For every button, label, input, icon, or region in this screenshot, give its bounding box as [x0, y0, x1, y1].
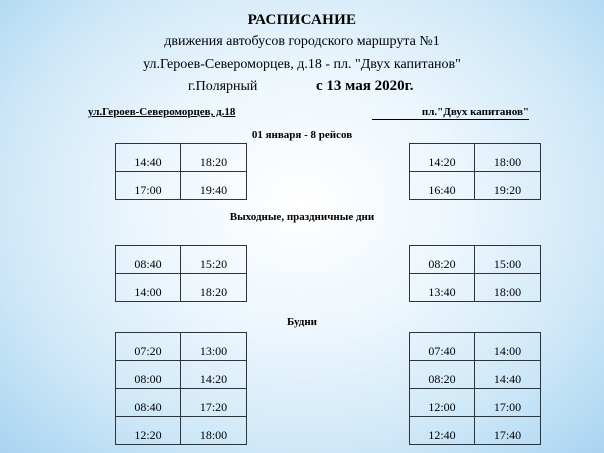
- table-row: [410, 172, 541, 200]
- departure-stop-left: ул.Героев-Североморцев, д.18: [88, 106, 236, 118]
- time-cell: 07:40: [410, 333, 475, 361]
- time-cell: 12:40: [410, 417, 475, 445]
- time-cell: 14:00: [116, 274, 181, 302]
- table-row: [116, 246, 247, 274]
- time-cell: 14:40: [116, 144, 181, 172]
- table-row: [116, 333, 247, 361]
- time-cell: 14:20: [410, 144, 475, 172]
- route-stops: ул.Героев-Североморцев, д.18 - пл. "Двух капитанов": [143, 57, 461, 72]
- jan-left-table: [115, 143, 247, 200]
- time-cell: 15:00: [475, 246, 541, 274]
- table-row: [410, 333, 541, 361]
- time-cell: 17:00: [475, 389, 541, 417]
- time-cell: 18:00: [181, 417, 247, 445]
- table-row: [116, 417, 247, 445]
- time-cell: 14:40: [475, 361, 541, 389]
- table-row: [116, 389, 247, 417]
- time-cell: 14:20: [181, 361, 247, 389]
- time-cell: 08:40: [116, 389, 181, 417]
- table-row: [410, 274, 541, 302]
- table-row: [116, 172, 247, 200]
- time-cell: 17:00: [116, 172, 181, 200]
- table-row: [410, 417, 541, 445]
- time-cell: 15:20: [181, 246, 247, 274]
- time-cell: 13:40: [410, 274, 475, 302]
- table-row: [410, 361, 541, 389]
- table-row: [116, 274, 247, 302]
- time-cell: 13:00: [181, 333, 247, 361]
- time-cell: 07:20: [116, 333, 181, 361]
- time-cell: 18:20: [181, 274, 247, 302]
- schedule-title: РАСПИСАНИЕ: [247, 12, 357, 28]
- time-cell: 19:40: [181, 172, 247, 200]
- weekday-left-table: [115, 332, 247, 445]
- time-cell: 08:20: [410, 246, 475, 274]
- departure-stop-right: пл."Двух капитанов": [372, 106, 529, 120]
- table-row: [410, 144, 541, 172]
- table-row: [116, 144, 247, 172]
- time-cell: 08:00: [116, 361, 181, 389]
- time-cell: 17:20: [181, 389, 247, 417]
- section-weekend: Выходные, праздничные дни: [229, 211, 375, 223]
- section-january-1: 01 января - 8 рейсов: [251, 129, 353, 141]
- time-cell: 08:40: [116, 246, 181, 274]
- time-cell: 12:20: [116, 417, 181, 445]
- weekday-right-table: [409, 332, 541, 445]
- table-row: [410, 389, 541, 417]
- jan-right-table: [409, 143, 541, 200]
- time-cell: 18:00: [475, 274, 541, 302]
- time-cell: 12:00: [410, 389, 475, 417]
- time-cell: 08:20: [410, 361, 475, 389]
- city-name: г.Полярный: [188, 79, 258, 94]
- route-description: движения автобусов городского маршрута №1: [164, 34, 440, 49]
- weekend-left-table: [115, 245, 247, 302]
- time-cell: 19:20: [475, 172, 541, 200]
- time-cell: 18:00: [475, 144, 541, 172]
- table-row: [410, 246, 541, 274]
- time-cell: 16:40: [410, 172, 475, 200]
- weekend-right-table: [409, 245, 541, 302]
- time-cell: 14:00: [475, 333, 541, 361]
- table-row: [116, 361, 247, 389]
- time-cell: 17:40: [475, 417, 541, 445]
- effective-date: с 13 мая 2020г.: [316, 78, 414, 94]
- time-cell: 18:20: [181, 144, 247, 172]
- section-weekdays: Будни: [286, 316, 318, 328]
